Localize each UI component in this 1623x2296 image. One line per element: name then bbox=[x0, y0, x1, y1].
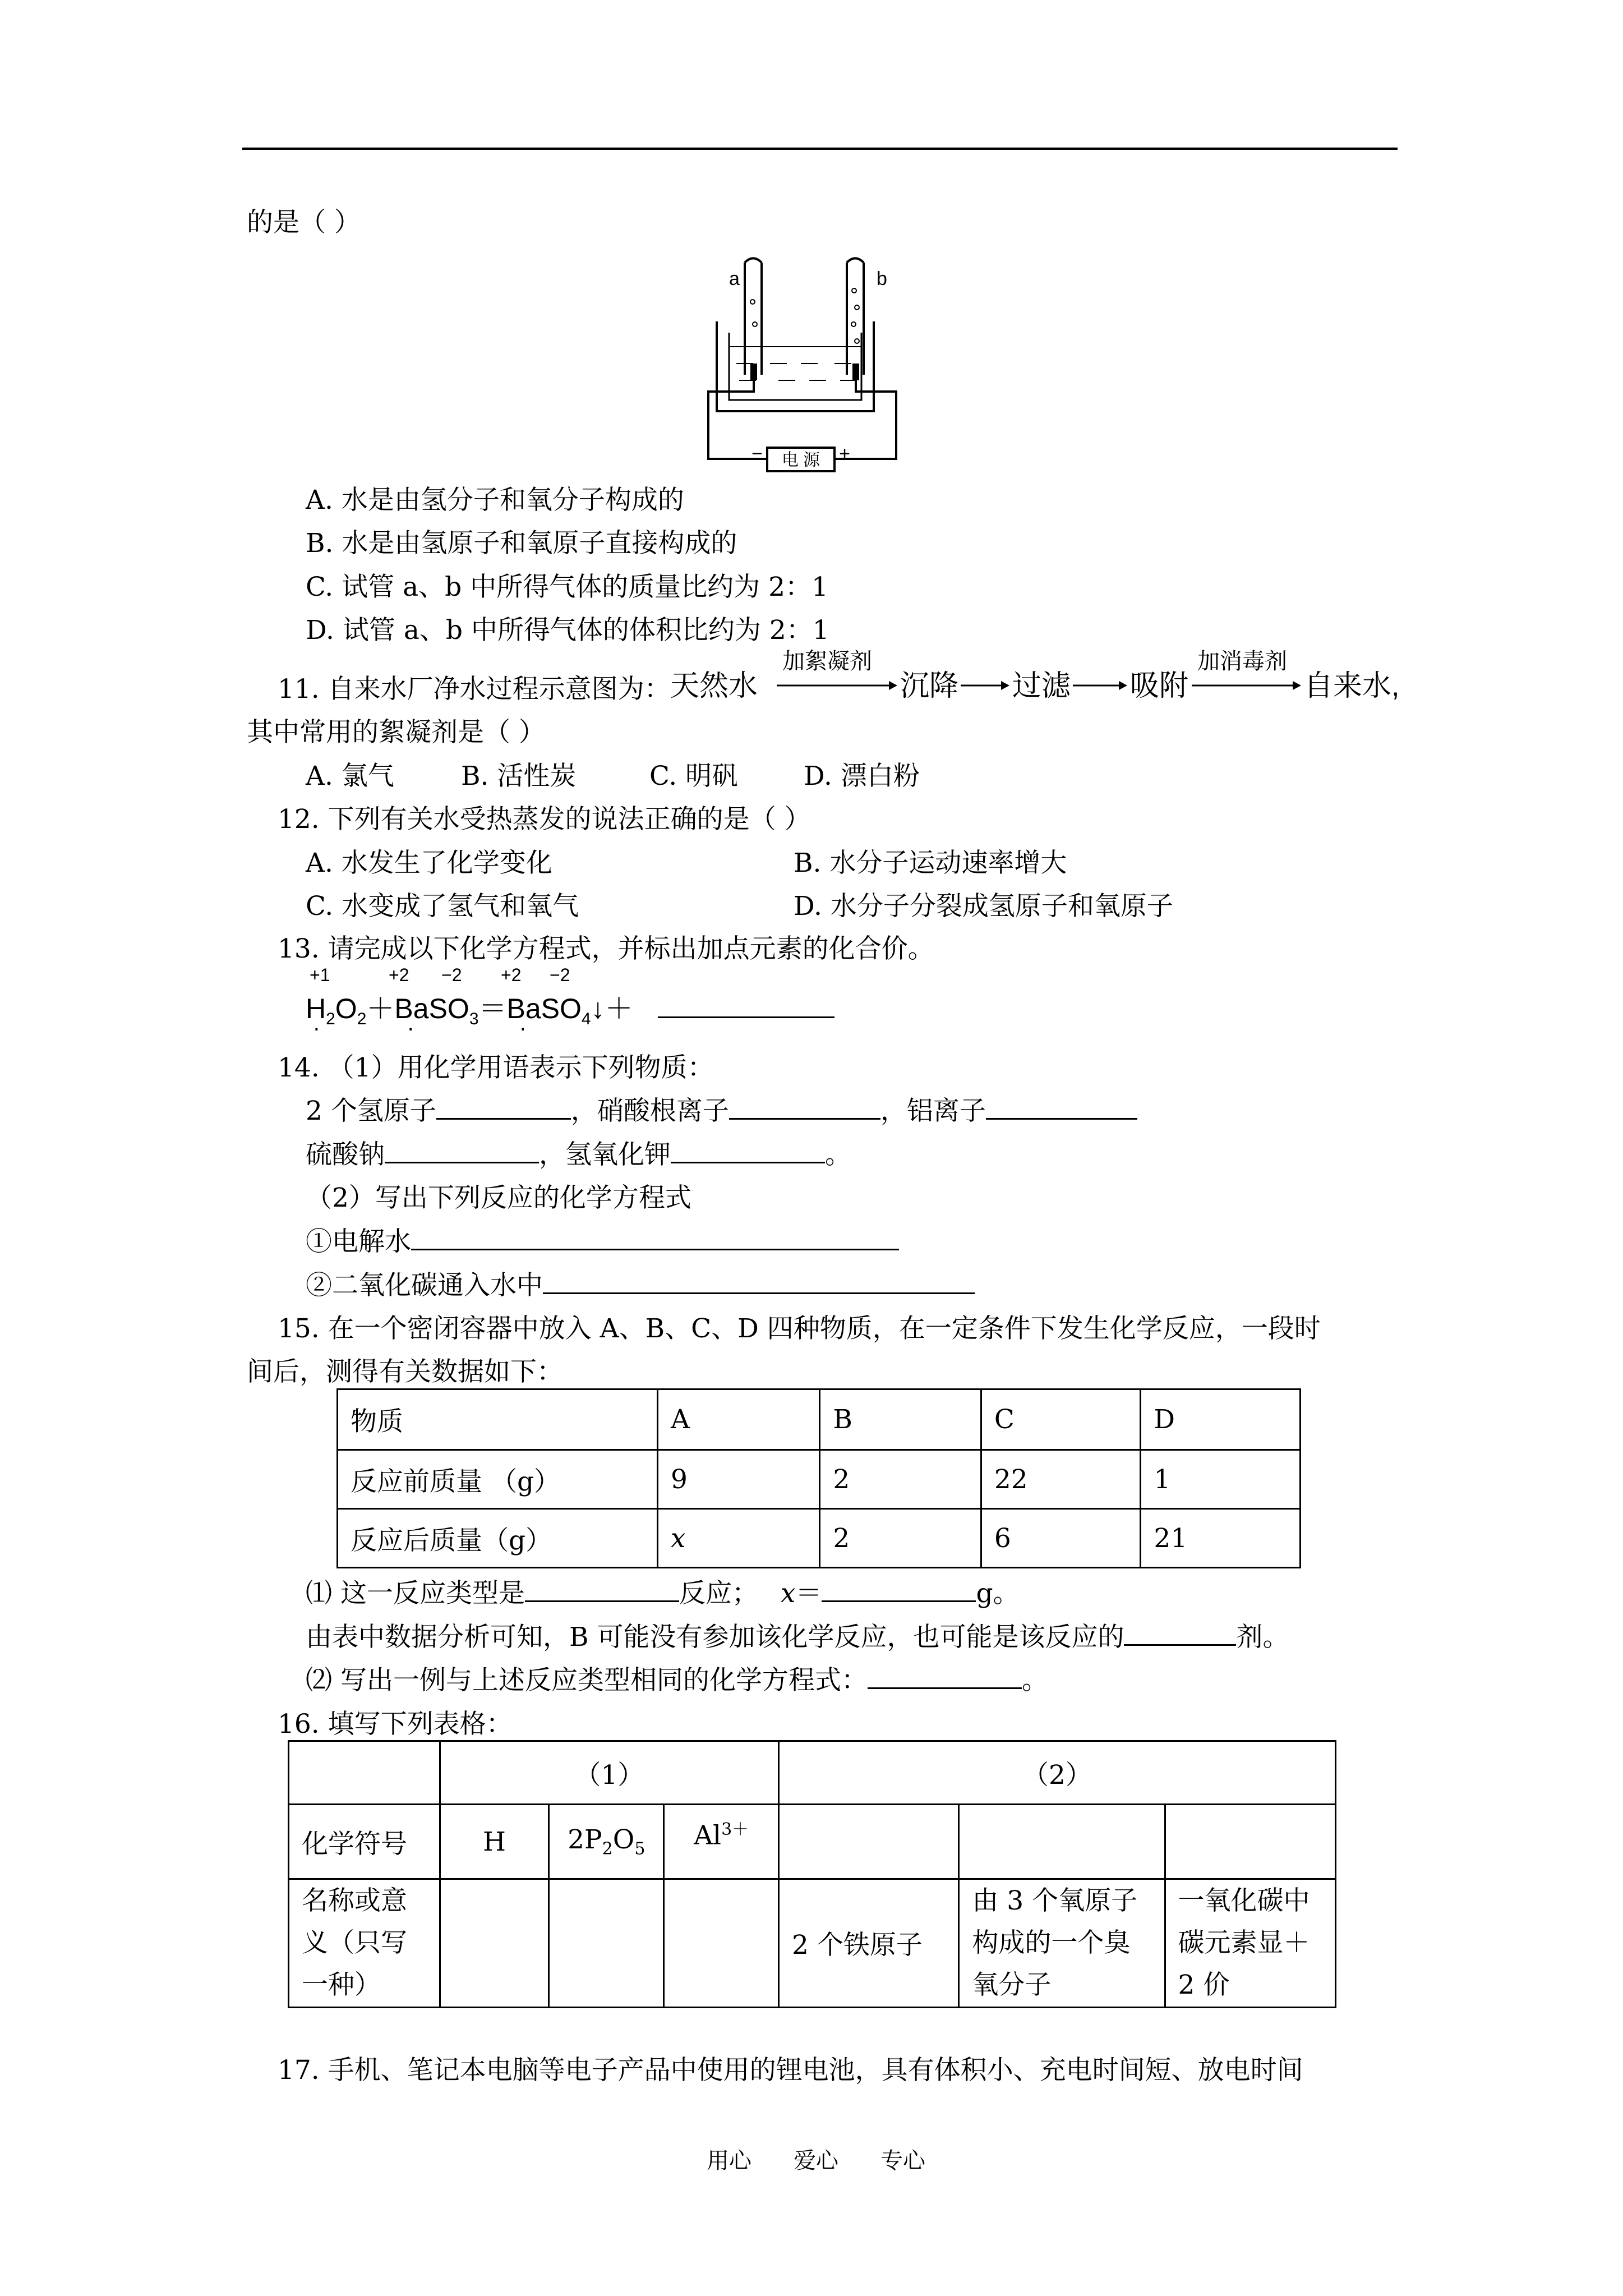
symbol-al3 bbox=[664, 1805, 779, 1879]
cell-value: 2 bbox=[820, 1509, 981, 1568]
label-nitrate: ，硝酸根离子 bbox=[570, 1096, 729, 1126]
answer-cell-al3[interactable] bbox=[664, 1879, 779, 2008]
eq-equals: ＝ bbox=[478, 993, 507, 1024]
q15-s2 bbox=[306, 1667, 1048, 1694]
label-agent: 剂。 bbox=[1236, 1622, 1289, 1653]
flow-adsorb: 吸附 bbox=[1130, 670, 1189, 702]
blank-na2so4[interactable] bbox=[385, 1161, 539, 1163]
label-line: 名称或意 bbox=[302, 1885, 407, 1916]
q11-stem: 11. 自来水厂净水过程示意图为： bbox=[278, 674, 671, 705]
q12-option-c: C. 水变成了氢气和氧气 bbox=[306, 891, 579, 922]
meaning-o3 bbox=[959, 1879, 1165, 2008]
p2o5-coef: 2P bbox=[568, 1824, 602, 1856]
cell-value: x bbox=[657, 1509, 819, 1568]
header-rule bbox=[242, 148, 1398, 150]
q15-row-after bbox=[338, 1509, 1301, 1568]
p2o5-o: O bbox=[612, 1824, 635, 1856]
meaning-line: 由 3 个氧原子 bbox=[972, 1885, 1138, 1916]
q12-option-d: D. 水分子分裂成氢原子和氧原子 bbox=[794, 891, 1173, 922]
flow-start: 天然水 bbox=[670, 670, 758, 702]
row-label-meaning bbox=[289, 1879, 440, 2008]
label-period: 。 bbox=[1021, 1665, 1048, 1696]
footer-text-1: 用心 bbox=[707, 2148, 751, 2174]
q16-meaning-row bbox=[289, 1879, 1336, 2008]
q14-line1 bbox=[306, 1098, 1137, 1124]
eq-plus: ＋ bbox=[366, 993, 395, 1024]
q16-symbol-row bbox=[289, 1805, 1336, 1879]
q10-option-c: C. 试管 a、b 中所得气体的质量比约为 2：1 bbox=[306, 572, 828, 602]
al-charge: 3＋ bbox=[721, 1820, 749, 1839]
cell-value: 2 bbox=[820, 1450, 981, 1509]
q15-s1 bbox=[306, 1580, 1020, 1607]
label-period: 。 bbox=[825, 1139, 851, 1170]
cell-value: 22 bbox=[981, 1450, 1141, 1509]
q14-r1 bbox=[306, 1228, 899, 1255]
p2o5-sub2: 5 bbox=[634, 1839, 645, 1859]
q14-part2: （2）写出下列反应的化学方程式 bbox=[306, 1182, 691, 1213]
blank-x-value[interactable] bbox=[822, 1600, 976, 1602]
cell-label: 反应前质量 （g） bbox=[338, 1450, 658, 1509]
q11-option-a: A. 氯气 bbox=[306, 761, 394, 792]
power-label: 电 源 bbox=[781, 451, 820, 470]
footer-text-2: 爱心 bbox=[794, 2148, 838, 2174]
meaning-line: 构成的一个臭 bbox=[972, 1927, 1131, 1959]
electrolysis-apparatus-figure bbox=[706, 251, 902, 473]
al-symbol: Al bbox=[694, 1820, 722, 1851]
q11-stem2: 其中常用的絮凝剂是（ ） bbox=[247, 717, 545, 748]
header-c: C bbox=[981, 1389, 1141, 1450]
label-line: 义（只写 bbox=[302, 1927, 407, 1959]
valence-h: +1 bbox=[310, 965, 330, 985]
q15-s1e bbox=[306, 1622, 1289, 1653]
blank-reaction-type[interactable] bbox=[525, 1600, 679, 1602]
answer-cell-p2o5[interactable] bbox=[549, 1879, 664, 2008]
question-intro: 的是（ ） bbox=[247, 207, 361, 238]
label-al-ion: ，铝离子 bbox=[880, 1096, 986, 1126]
flow-end: 自来水, bbox=[1304, 670, 1400, 702]
q13-stem: 13. 请完成以下化学方程式，并标出加点元素的化合价。 bbox=[278, 933, 934, 964]
flow-add-disinfectant: 加消毒剂 bbox=[1197, 650, 1287, 674]
q10-option-b: B. 水是由氢原子和氧原子直接构成的 bbox=[306, 528, 737, 559]
answer-cell-fe[interactable] bbox=[778, 1805, 958, 1879]
cell-label: 反应后质量（g） bbox=[338, 1509, 658, 1568]
meaning-fe: 2 个铁原子 bbox=[778, 1879, 958, 2008]
q11-option-c: C. 明矾 bbox=[649, 761, 739, 792]
minus-sign: − bbox=[751, 443, 763, 464]
eq-down-plus: ↓＋ bbox=[591, 993, 633, 1024]
q16-group-row bbox=[289, 1741, 1336, 1805]
q16-stem: 16. 填写下列表格： bbox=[278, 1709, 513, 1740]
header-a: A bbox=[657, 1389, 819, 1450]
q12-option-b: B. 水分子运动速率增大 bbox=[794, 848, 1067, 878]
label-equals: ＝ bbox=[795, 1578, 822, 1609]
q15-header-row bbox=[338, 1389, 1301, 1450]
header-b: B bbox=[820, 1389, 981, 1450]
header-d: D bbox=[1141, 1389, 1301, 1450]
q13-answer-blank[interactable] bbox=[658, 1016, 834, 1018]
valence-ba-2: +2 bbox=[501, 965, 522, 985]
q15-stem1: 15. 在一个密闭容器中放入 A、B、C、D 四种物质，在一定条件下发生化学反应，一段时 bbox=[278, 1313, 1321, 1344]
blank-electrolysis[interactable] bbox=[411, 1248, 899, 1250]
blank-b-role[interactable] bbox=[1124, 1644, 1236, 1646]
cell-value: 1 bbox=[1141, 1450, 1301, 1509]
group-1-header: （1） bbox=[440, 1741, 778, 1805]
group-2-header: （2） bbox=[778, 1741, 1335, 1805]
valence-ba-1: +2 bbox=[389, 965, 409, 985]
header-substance: 物质 bbox=[338, 1389, 658, 1450]
meaning-line: 碳元素显＋ bbox=[1178, 1927, 1310, 1959]
label-line: 一种） bbox=[302, 1970, 381, 2001]
meaning-co bbox=[1165, 1879, 1335, 2008]
cell-value: 6 bbox=[981, 1509, 1141, 1568]
q15-row-before bbox=[338, 1450, 1301, 1509]
blank-co2-water[interactable] bbox=[543, 1292, 975, 1294]
q15-data-table bbox=[336, 1388, 1301, 1568]
q15-stem2: 间后，测得有关数据如下： bbox=[247, 1356, 563, 1387]
q12-stem: 12. 下列有关水受热蒸发的说法正确的是（ ） bbox=[278, 804, 811, 835]
label-example-equation: ⑵ 写出一例与上述反应类型相同的化学方程式： bbox=[306, 1665, 868, 1696]
meaning-line: 氧分子 bbox=[972, 1970, 1052, 2001]
flow-add-flocculant: 加絮凝剂 bbox=[782, 650, 872, 674]
flow-settle: 沉降 bbox=[900, 670, 959, 702]
cell-value: 9 bbox=[657, 1450, 819, 1509]
label-b-role: 由表中数据分析可知，B 可能没有参加该化学反应，也可能是该反应的 bbox=[306, 1622, 1124, 1653]
q14-r2 bbox=[306, 1272, 975, 1299]
symbol-p2o5 bbox=[549, 1805, 664, 1879]
q17-stem: 17. 手机、笔记本电脑等电子产品中使用的锂电池，具有体积小、充电时间短、放电时间 bbox=[278, 2055, 1303, 2086]
blank-nitrate[interactable] bbox=[729, 1117, 880, 1120]
q14-line2 bbox=[306, 1139, 851, 1170]
q12-option-a: A. 水发生了化学变化 bbox=[306, 848, 552, 878]
symbol-h: H bbox=[440, 1805, 549, 1879]
footer-text-3: 专心 bbox=[880, 2148, 925, 2174]
label-co2-water: ②二氧化碳通入水中 bbox=[306, 1270, 543, 1301]
q16-table bbox=[288, 1740, 1336, 2008]
label-g: g。 bbox=[976, 1578, 1020, 1609]
answer-cell-o3[interactable] bbox=[959, 1805, 1165, 1879]
blank-al-ion[interactable] bbox=[986, 1117, 1137, 1120]
q14-stem: 14. （1）用化学用语表示下列物质： bbox=[278, 1052, 714, 1083]
q11-option-b: B. 活性炭 bbox=[461, 761, 577, 792]
flow-filter: 过滤 bbox=[1012, 670, 1071, 702]
empty-cell bbox=[289, 1741, 440, 1805]
blank-example-equation[interactable] bbox=[868, 1687, 1022, 1689]
q10-option-a: A. 水是由氢分子和氧分子构成的 bbox=[306, 485, 684, 516]
p2o5-sub1: 2 bbox=[602, 1839, 613, 1859]
plus-sign: + bbox=[839, 443, 850, 464]
label-reaction-type: ⑴ 这一反应类型是 bbox=[306, 1578, 525, 1609]
q13-equation: H $._2O_2+Ba$ $.SO_3=Ba$ $.SO_4↓+$ bbox=[306, 995, 834, 1028]
tube-a-label: a bbox=[729, 268, 740, 289]
valence-s-1: −2 bbox=[441, 965, 462, 985]
label-2h: 2 个氢原子 bbox=[306, 1096, 436, 1126]
label-na2so4: 硫酸钠 bbox=[306, 1139, 385, 1170]
row-label-symbol: 化学符号 bbox=[289, 1805, 440, 1879]
label-reaction: 反应； bbox=[679, 1578, 758, 1609]
label-koh: ，氢氧化钾 bbox=[539, 1139, 671, 1170]
tube-b-label: b bbox=[877, 268, 887, 289]
label-x: x bbox=[780, 1578, 796, 1609]
answer-cell-h[interactable] bbox=[440, 1879, 549, 2008]
answer-cell-co[interactable] bbox=[1165, 1805, 1335, 1879]
q10-option-d: D. 试管 a、b 中所得气体的体积比约为 2：1 bbox=[306, 615, 829, 646]
meaning-line: 一氧化碳中 bbox=[1178, 1885, 1310, 1916]
label-electrolysis: ①电解水 bbox=[306, 1226, 411, 1257]
water-treatment-flow-diagram bbox=[670, 650, 1410, 706]
blank-koh[interactable] bbox=[671, 1161, 825, 1163]
cell-value: 21 bbox=[1141, 1509, 1301, 1568]
valence-s-2: −2 bbox=[550, 965, 570, 985]
q11-option-d: D. 漂白粉 bbox=[804, 761, 920, 792]
meaning-line: 2 价 bbox=[1178, 1970, 1230, 2001]
blank-2h[interactable] bbox=[436, 1117, 571, 1120]
